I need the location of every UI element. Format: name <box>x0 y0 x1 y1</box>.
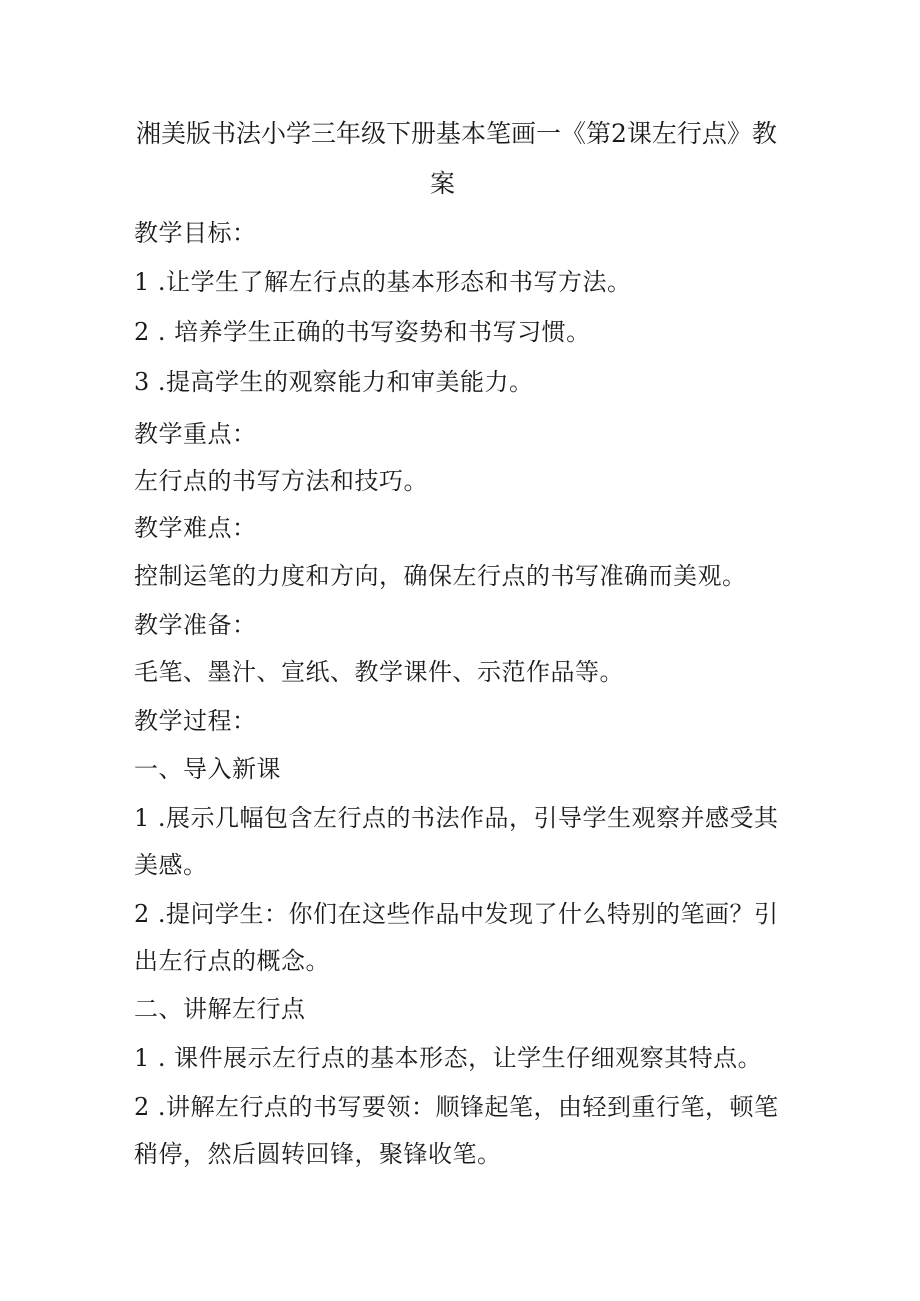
process-step-1-item-1-line-2: 美感。 <box>134 851 208 879</box>
process-step-1-item-2-line-1: 2 .提问学生：你们在这些作品中发现了什么特别的笔画？引 <box>134 900 779 928</box>
objective-item-3: 3 .提高学生的观察能力和审美能力。 <box>134 368 534 396</box>
objective-item-1: 1 .让学生了解左行点的基本形态和书写方法。 <box>134 268 632 296</box>
section-heading-preparation: 教学准备： <box>134 611 257 639</box>
process-step-1-item-1-line-1: 1 .展示几幅包含左行点的书法作品，引导学生观察并感受其 <box>134 804 779 832</box>
objective-item-2: 2 . 培养学生正确的书写姿势和书写习惯。 <box>134 318 591 346</box>
document-title-line-2: 案 <box>430 169 456 198</box>
section-heading-objectives: 教学目标： <box>134 219 257 247</box>
difficulties-text: 控制运笔的力度和方向，确保左行点的书写准确而美观。 <box>134 562 747 590</box>
process-step-2-item-1: 1 . 课件展示左行点的基本形态，让学生仔细观察其特点。 <box>134 1044 763 1072</box>
section-heading-difficulties: 教学难点： <box>134 514 257 542</box>
document-title-line-1: 湘美版书法小学三年级下册基本笔画一《第2课左行点》教 <box>136 119 777 148</box>
process-step-1-heading: 一、导入新课 <box>134 755 281 783</box>
process-step-2-item-2-line-1: 2 .讲解左行点的书写要领：顺锋起笔，由轻到重行笔，顿笔 <box>134 1093 779 1121</box>
process-step-2-heading: 二、讲解左行点 <box>134 995 306 1023</box>
process-step-2-item-2-line-2: 稍停，然后圆转回锋，聚锋收笔。 <box>134 1140 502 1168</box>
section-heading-key-points: 教学重点： <box>134 420 257 448</box>
section-heading-process: 教学过程： <box>134 707 257 735</box>
key-points-text: 左行点的书写方法和技巧。 <box>134 467 428 495</box>
preparation-text: 毛笔、墨汁、宣纸、教学课件、示范作品等。 <box>134 658 624 686</box>
process-step-1-item-2-line-2: 出左行点的概念。 <box>134 947 330 975</box>
